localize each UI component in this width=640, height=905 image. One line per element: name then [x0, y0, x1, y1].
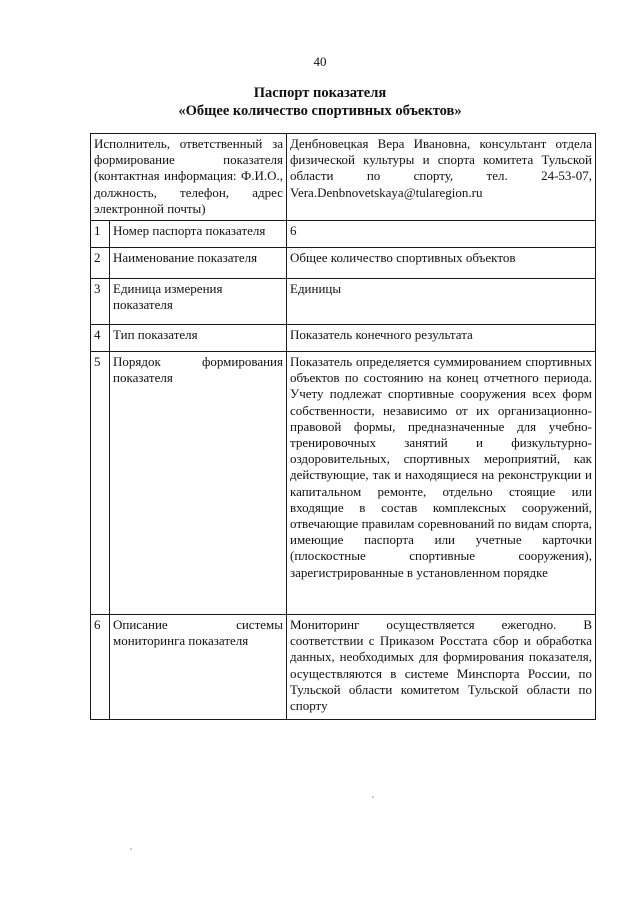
row-number: 2 [91, 248, 110, 279]
scan-speck [372, 796, 374, 798]
row-label: Наименование показателя [110, 248, 287, 279]
row-value: 6 [287, 221, 596, 248]
row-number: 5 [91, 352, 110, 615]
table-row [91, 279, 596, 325]
row-value: Показатель конечного результата [287, 325, 596, 352]
row-number: 4 [91, 325, 110, 352]
row-number: 6 [91, 615, 110, 720]
table-row [91, 325, 596, 352]
row-label: Номер паспорта показателя [110, 221, 287, 248]
row-value: Единицы [287, 279, 596, 325]
row-label: Единица измерения показателя [110, 279, 287, 325]
row-label: Описание системы мониторинга показателя [110, 615, 287, 720]
executor-label: Исполнитель, ответственный за формирование показателя (контактная информация: Ф.И.О., должность, телефон, адрес электронной почты) [91, 134, 287, 221]
indicator-passport-table [90, 133, 596, 720]
page-number: 40 [313, 54, 327, 69]
scan-speck [130, 848, 132, 850]
row-number: 3 [91, 279, 110, 325]
row-value: Общее количество спортивных объектов [287, 248, 596, 279]
executor-value: Денбновецкая Вера Ивановна, консультант отдела физической культуры и спорта комитета Тульской области по спорту, тел. 24-53-07, Vera.Denbnovetskaya@tularegion.ru [287, 134, 596, 221]
table-row [91, 248, 596, 279]
title-line-2: «Общее количество спортивных объектов» [178, 103, 462, 119]
row-value: Мониторинг осуществляется ежегодно. В соответствии с Приказом Росстата сбор и обработка данных, необходимых для формирования показателя, осуществляются в системе Минспорта России, по Тульской области комитетом Тульской области по спорту [287, 615, 596, 720]
row-number: 1 [91, 221, 110, 248]
table-row [91, 615, 596, 720]
row-value: Показатель определяется суммированием спортивных объектов по состоянию на конец отчетного периода. Учету подлежат спортивные сооружения всех форм собственности, независимо от их организационно-правовой формы, предназначенные для учебно-тренировочных занятий и физкультурно-оздоровительных, спортивных мероприятий, как действующие, так и находящиеся на реконструкции и капитальном ремонте, отдельно стоящие или входящие в состав комплексных сооружений, отвечающие правилам соревнований по видам спорта, имеющие паспорта или учетные карточки (плоскостные спортивные сооружения), зарегистрированные в установленном порядке [287, 352, 596, 615]
row-label: Порядок формирования показателя [110, 352, 287, 615]
row-label: Тип показателя [110, 325, 287, 352]
table-row-executor [91, 134, 596, 221]
table-row [91, 352, 596, 615]
table-row [91, 221, 596, 248]
title-line-1: Паспорт показателя [253, 85, 387, 101]
document-title [0, 84, 640, 120]
